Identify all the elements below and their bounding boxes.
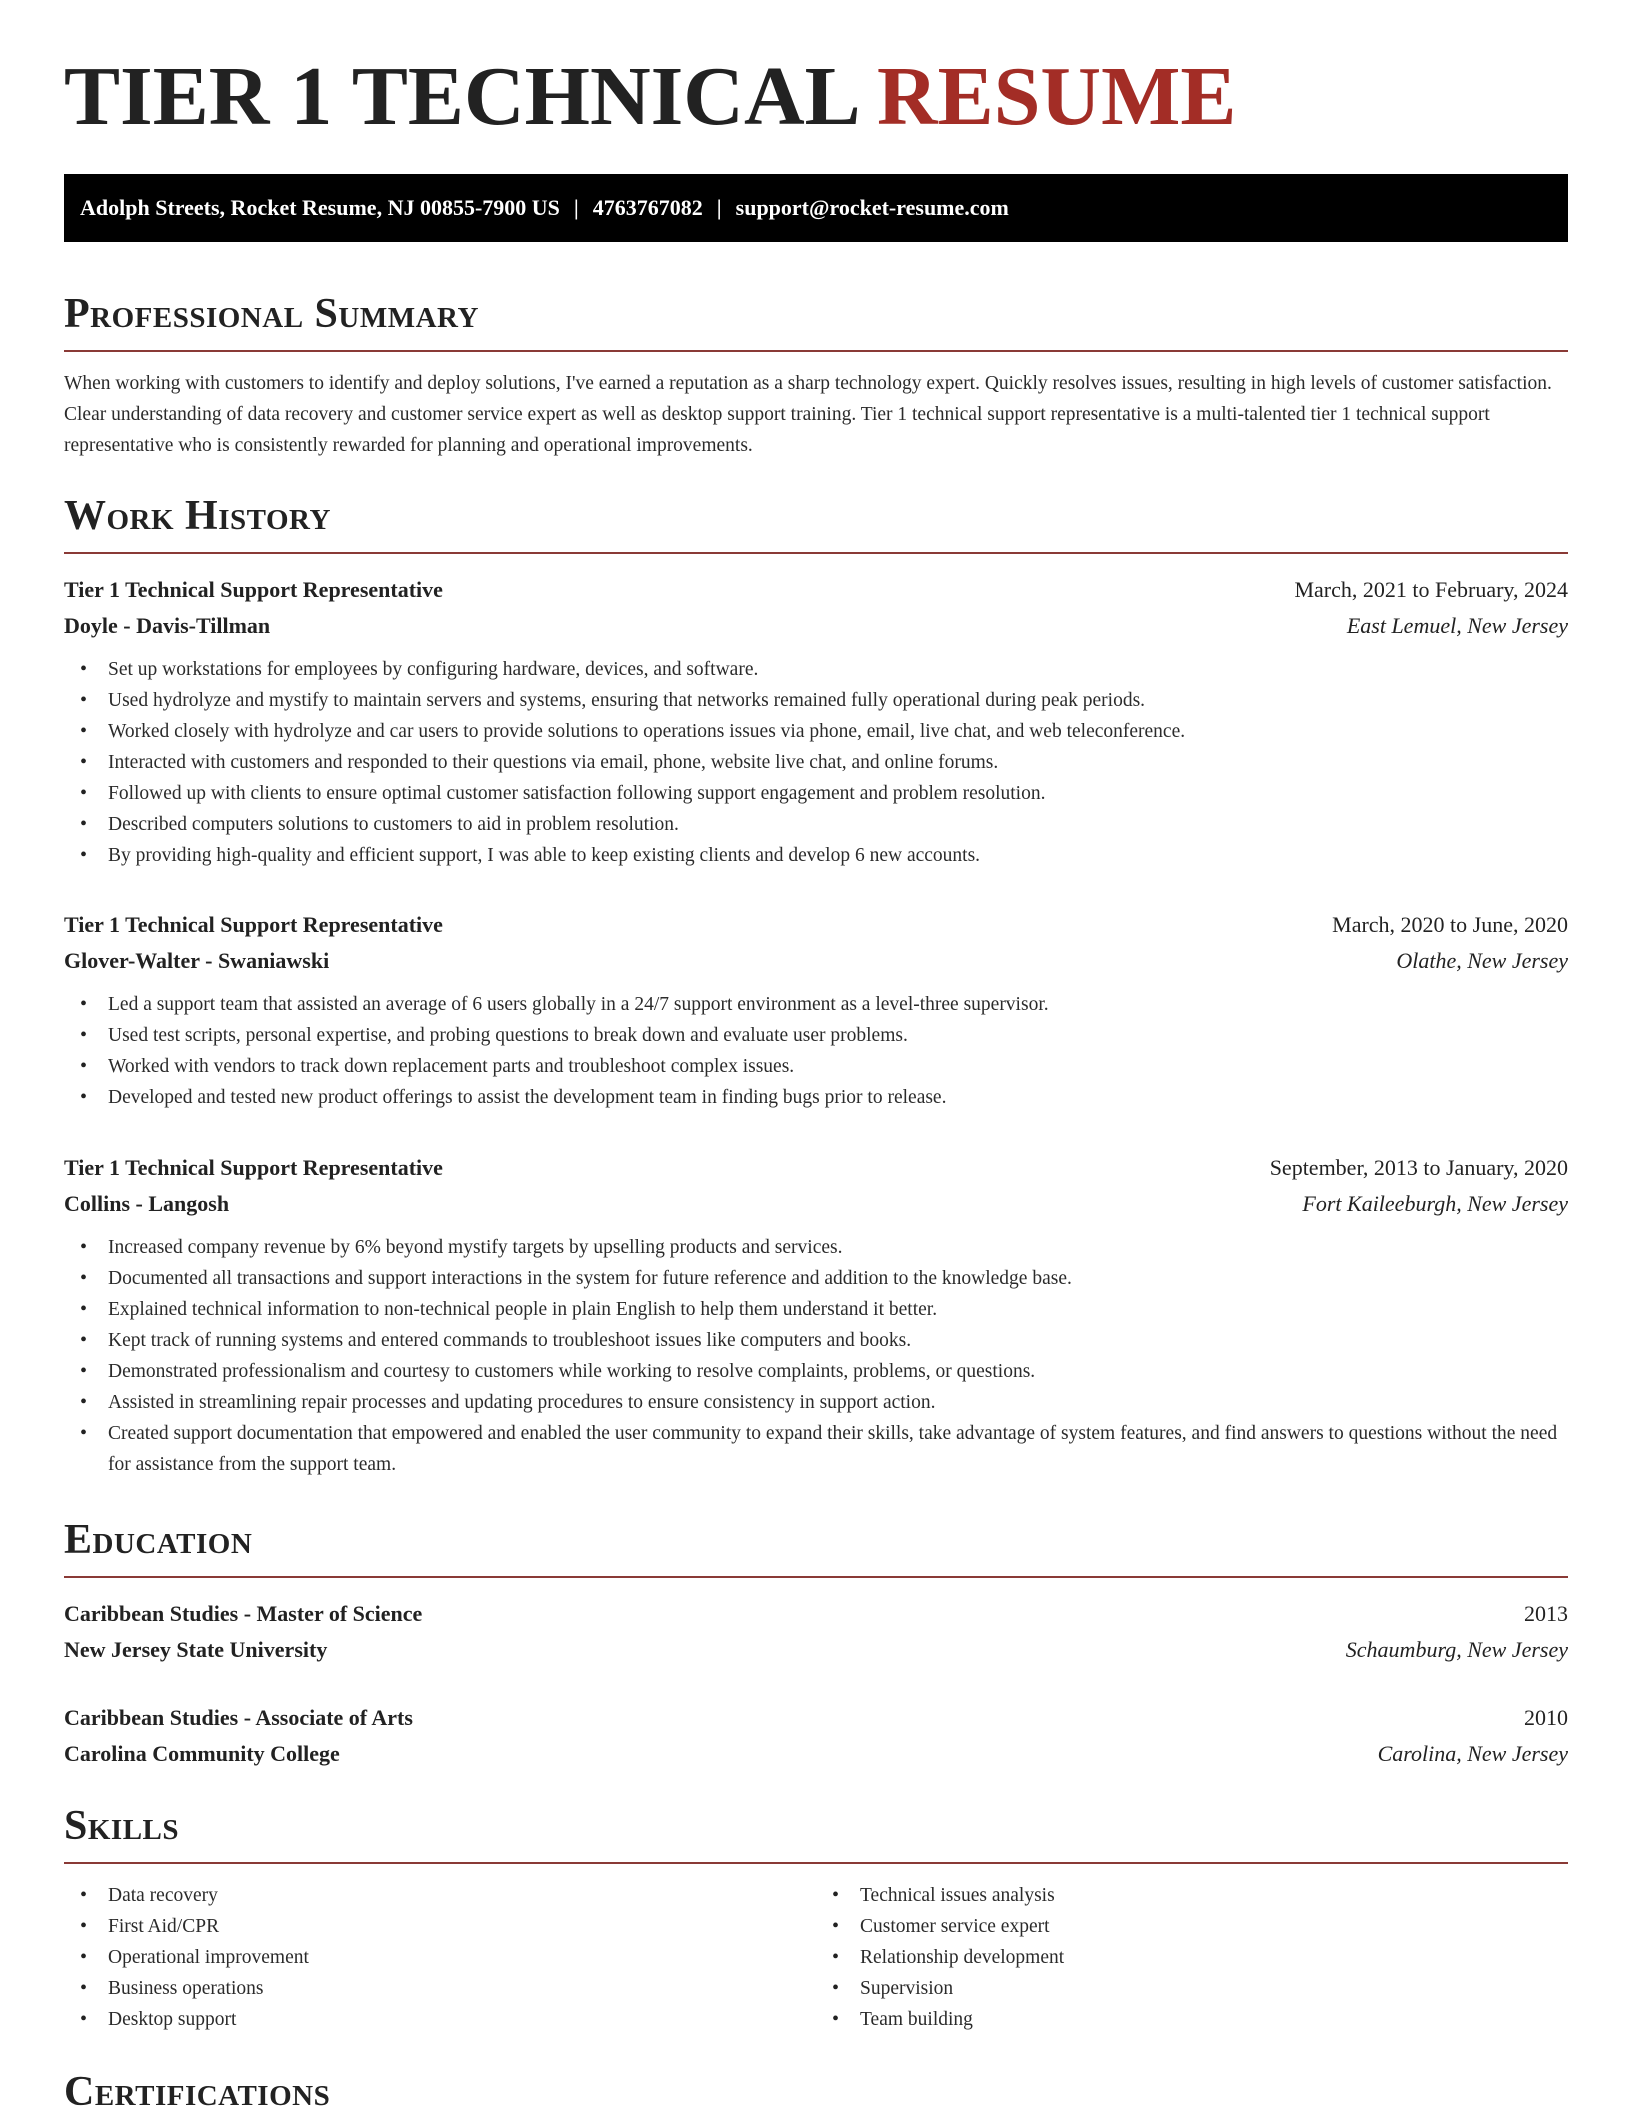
job-bullet: • By providing high-quality and efficient support, I was able to keep existing clients and develop 6 new accounts. <box>64 840 1568 871</box>
education-subheader <box>64 1736 1568 1772</box>
skills-heading: Skills <box>64 1803 180 1849</box>
contact-separator: | <box>573 195 579 220</box>
job-bullet: • Documented all transactions and support interactions in the system for future reference and addition to the knowledge base. <box>64 1263 1568 1294</box>
summary-section <box>64 288 1568 461</box>
skill-item: • First Aid/CPR <box>64 1911 816 1942</box>
summary-text: When working with customers to identify and deploy solutions, I've earned a reputation as a sharp technology expert. Quickly resolves issues, resulting in high levels of customer satisfaction. Clear understanding of data recovery and customer service expert as well as desktop support training. Tier 1 technical support representative is a multi-talented tier 1 technical support representative who is consistently rewarded for planning and operational improvements. <box>64 373 1552 456</box>
summary-heading: Professional Summary <box>64 291 479 337</box>
job-bullet: • Interacted with customers and responded to their questions via email, phone, website live chat, and online forums. <box>64 747 1568 778</box>
education-degree: Caribbean Studies - Associate of Arts <box>64 1705 413 1730</box>
job-dates: March, 2021 to February, 2024 <box>1294 577 1568 602</box>
job-dates: September, 2013 to January, 2020 <box>1269 1155 1568 1180</box>
skill-item: • Business operations <box>64 1973 816 2004</box>
job-bullet: • Used test scripts, personal expertise, and probing questions to break down and evaluate user problems. <box>64 1020 1568 1051</box>
education-year: 2013 <box>1524 1601 1568 1626</box>
education-section <box>64 1514 1568 1578</box>
education-degree: Caribbean Studies - Master of Science <box>64 1601 423 1626</box>
job-subheader <box>64 943 1568 979</box>
job-subheader <box>64 1186 1568 1222</box>
job-bullet: • Worked closely with hydrolyze and car users to provide solutions to operations issues via phone, email, live chat, and web teleconference. <box>64 716 1568 747</box>
section-divider <box>64 1576 1568 1578</box>
section-divider <box>64 1862 1568 1864</box>
certifications-section <box>64 2066 1568 2118</box>
skill-item: • Technical issues analysis <box>816 1880 1568 1911</box>
education-header <box>64 1596 1568 1632</box>
title-accent: RESUME <box>877 50 1237 143</box>
job-bullet: • Assisted in streamlining repair processes and updating procedures to ensure consistency in support action. <box>64 1387 1568 1418</box>
education-subheader <box>64 1632 1568 1668</box>
job-bullet: • Demonstrated professionalism and courtesy to customers while working to resolve complaints, problems, or questions. <box>64 1356 1568 1387</box>
education-entry <box>64 1596 1568 1668</box>
contact-separator: | <box>716 195 722 220</box>
job-bullet: • Explained technical information to non-technical people in plain English to help them understand it better. <box>64 1294 1568 1325</box>
work-heading: Work History <box>64 493 331 539</box>
contact-address: Adolph Streets, Rocket Resume, NJ 00855-7900 US <box>80 195 560 220</box>
education-location: Schaumburg, New Jersey <box>1345 1637 1568 1662</box>
job-header <box>64 1150 1568 1186</box>
job-entry <box>64 572 1568 871</box>
contact-email[interactable]: support@rocket-resume.com <box>735 195 1009 220</box>
skill-item: • Data recovery <box>64 1880 816 1911</box>
education-school: Carolina Community College <box>64 1741 340 1766</box>
job-company: Doyle - Davis-Tillman <box>64 613 271 638</box>
education-school: New Jersey State University <box>64 1637 328 1662</box>
job-location: Fort Kaileeburgh, New Jersey <box>1302 1191 1568 1216</box>
job-title: Tier 1 Technical Support Representative <box>64 912 443 937</box>
skill-item: • Supervision <box>816 1973 1568 2004</box>
job-header <box>64 572 1568 608</box>
job-bullets <box>64 1232 1568 1480</box>
skills-grid <box>64 1880 1568 2035</box>
job-bullet: • Kept track of running systems and entered commands to troubleshoot issues like computers and books. <box>64 1325 1568 1356</box>
job-bullet: • Increased company revenue by 6% beyond mystify targets by upselling products and services. <box>64 1232 1568 1263</box>
contact-phone[interactable]: 4763767082 <box>592 195 703 220</box>
job-bullet: • Worked with vendors to track down replacement parts and troubleshoot complex issues. <box>64 1051 1568 1082</box>
job-entry <box>64 1150 1568 1480</box>
education-year: 2010 <box>1524 1705 1568 1730</box>
skills-column-right <box>816 1880 1568 2035</box>
education-heading: Education <box>64 1517 253 1563</box>
job-location: Olathe, New Jersey <box>1396 948 1568 973</box>
job-bullet: • Led a support team that assisted an average of 6 users globally in a 24/7 support environment as a level-three supervisor. <box>64 989 1568 1020</box>
job-company: Collins - Langosh <box>64 1191 230 1216</box>
title-main: TIER 1 TECHNICAL <box>64 50 857 143</box>
section-divider <box>64 552 1568 554</box>
skill-item: • Operational improvement <box>64 1942 816 1973</box>
skill-item: • Desktop support <box>64 2004 816 2035</box>
skills-section <box>64 1800 1568 2035</box>
job-bullet: • Described computers solutions to customers to aid in problem resolution. <box>64 809 1568 840</box>
skills-column-left <box>64 1880 816 2035</box>
work-section <box>64 490 1568 554</box>
skill-item: • Team building <box>816 2004 1568 2035</box>
skill-item: • Relationship development <box>816 1942 1568 1973</box>
education-location: Carolina, New Jersey <box>1377 1741 1568 1766</box>
job-title: Tier 1 Technical Support Representative <box>64 577 443 602</box>
job-bullet: • Used hydrolyze and mystify to maintain servers and systems, ensuring that networks remained fully operational during peak periods. <box>64 685 1568 716</box>
section-divider <box>64 350 1568 352</box>
education-header <box>64 1700 1568 1736</box>
job-bullet: • Set up workstations for employees by configuring hardware, devices, and software. <box>64 654 1568 685</box>
job-bullets <box>64 654 1568 871</box>
job-subheader <box>64 608 1568 644</box>
job-dates: March, 2020 to June, 2020 <box>1332 912 1568 937</box>
certifications-heading: Certifications <box>64 2069 331 2115</box>
job-title: Tier 1 Technical Support Representative <box>64 1155 443 1180</box>
resume-title <box>64 0 1568 143</box>
job-location: East Lemuel, New Jersey <box>1346 613 1568 638</box>
job-company: Glover-Walter - Swaniawski <box>64 948 330 973</box>
job-bullet: • Developed and tested new product offerings to assist the development team in finding bugs prior to release. <box>64 1082 1568 1113</box>
job-bullet: • Created support documentation that empowered and enabled the user community to expand their skills, take advantage of system features, and find answers to questions without the need for assistance from the support team. <box>64 1418 1568 1480</box>
job-entry <box>64 907 1568 1113</box>
job-bullet: • Followed up with clients to ensure optimal customer satisfaction following support engagement and problem resolution. <box>64 778 1568 809</box>
contact-bar <box>64 174 1568 242</box>
job-bullets <box>64 989 1568 1113</box>
skill-item: • Customer service expert <box>816 1911 1568 1942</box>
job-header <box>64 907 1568 943</box>
education-entry <box>64 1700 1568 1772</box>
